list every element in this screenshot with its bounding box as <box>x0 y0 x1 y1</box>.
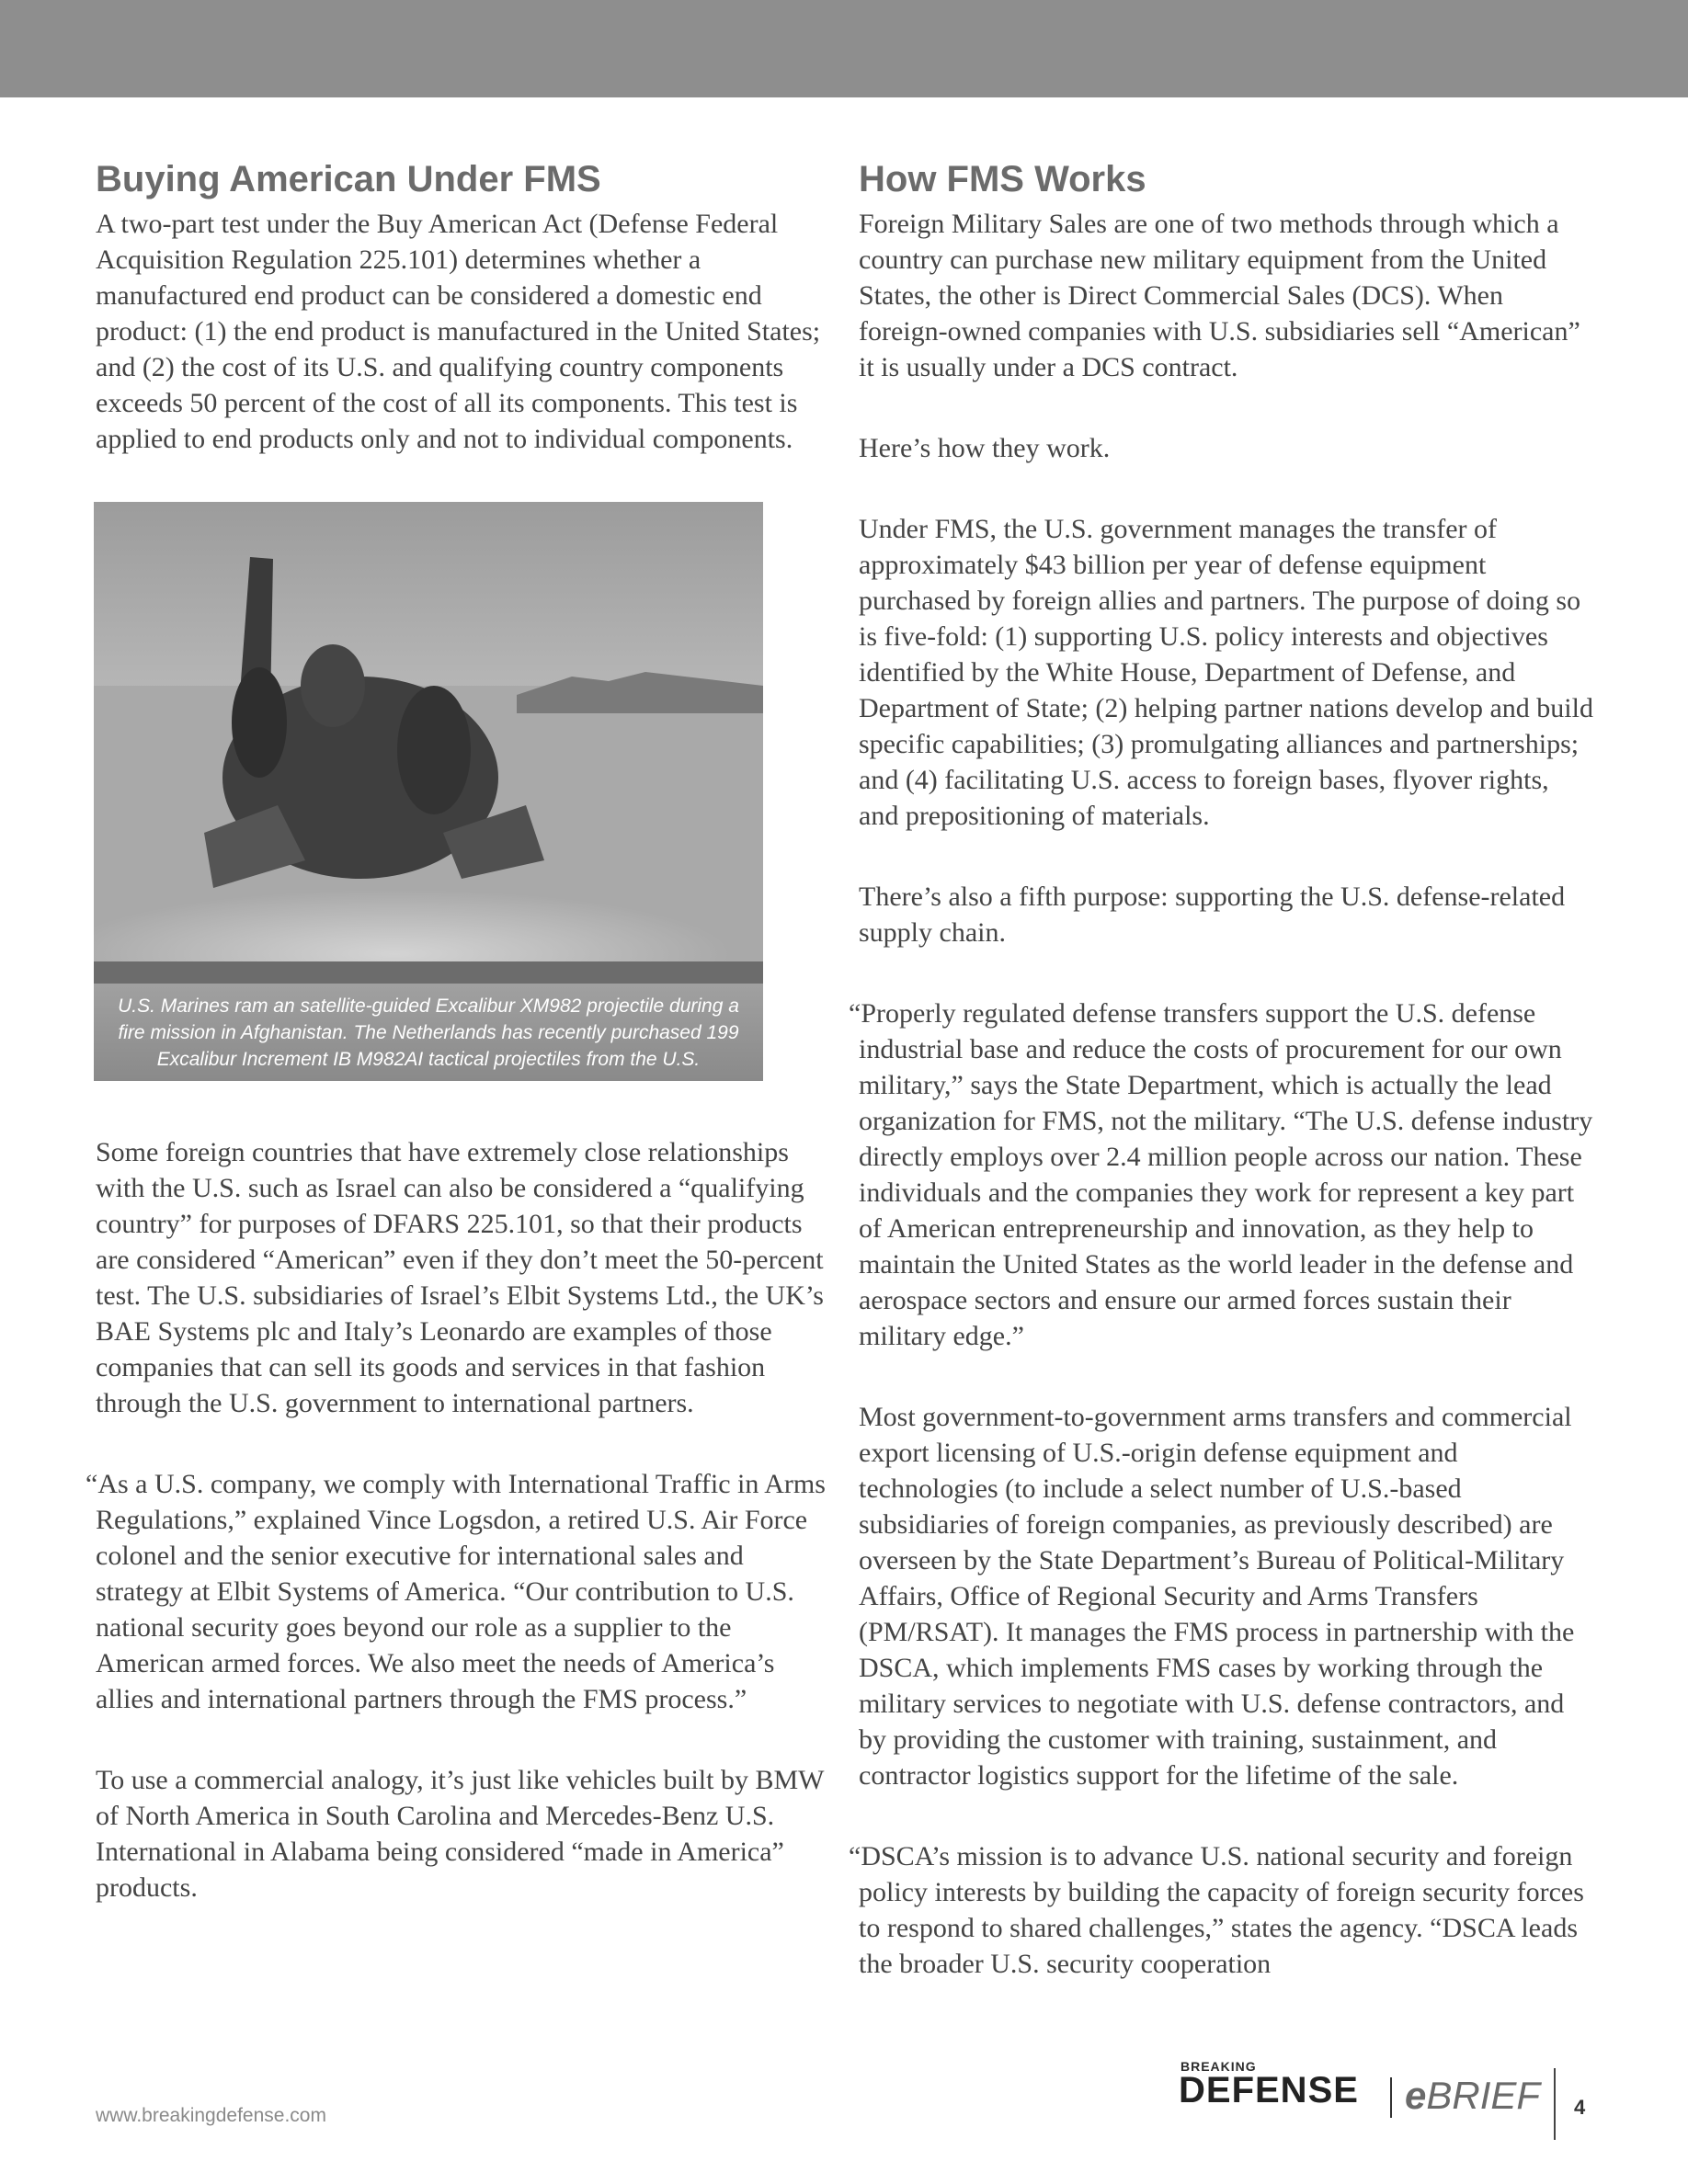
top-banner <box>0 0 1688 97</box>
page-number-divider <box>1554 2068 1556 2140</box>
left-column <box>86 156 831 1951</box>
breaking-defense-ebrief-logo <box>1179 2057 1541 2121</box>
paragraph-quote: “Properly regulated defense transfers support the U.S. defense industrial base and reduce the costs of procurement for our own military,” says the State Department, which is actually the lead organization for FMS, not the military. “The U.S. defense industry directly employs over 2.4 million people across our nation. These individuals and the companies they work for represent a key part of American entrepreneurship and innovation, as they help to maintain the United States as the world leader in the defense and aerospace sectors and ensure our armed forces sustain their military edge.” <box>849 998 1593 1351</box>
paragraph: Here’s how they work. <box>859 433 1111 463</box>
paragraph-quote: “DSCA’s mission is to advance U.S. national security and foreign policy interests by building the capacity of foreign security forces to respond to shared challenges,” states the agency. “DSCA leads the broader U.S. security cooperation <box>849 1841 1584 1979</box>
logo-breaking-text: BREAKING <box>1180 2059 1257 2074</box>
right-column <box>849 156 1594 2027</box>
photo-marines-howitzer <box>94 502 763 1081</box>
paragraph: To use a commercial analogy, it’s just like vehicles built by BMW of North America in South Carolina and Mercedes-Benz U.S. International in Alabama being considered “made in America” products. <box>96 1765 824 1903</box>
paragraph: A two-part test under the Buy American Act (Defense Federal Acquisition Regulation 225.101) determines whether a manufactured end product can be considered a domestic end product: (1) the end product is manufactured in the United States; and (2) the cost of its U.S. and qualifying country components exceeds 50 percent of the cost of all its components. This test is applied to end products only and not to individual components. <box>96 209 821 454</box>
paragraph: Some foreign countries that have extremely close relationships with the U.S. such as Israel can also be considered a “qualifying country” for purposes of DFARS 225.101, so that their products are considered “American” even if they don’t meet the 50-percent test. The U.S. subsidiaries of Israel’s Elbit Systems Ltd., the UK’s BAE Systems plc and Italy’s Leonardo are examples of those companies that can sell its goods and services in that fashion through the U.S. government to international partners. <box>96 1137 824 1418</box>
footer-website-link[interactable]: www.breakingdefense.com <box>96 2105 326 2126</box>
logo-divider <box>1390 2077 1392 2118</box>
section-heading-buying-american: Buying American Under FMS <box>96 159 601 199</box>
paragraph: Under FMS, the U.S. government manages the transfer of approximately $43 billion per year of defense equipment purchased by foreign allies and partners. The purpose of doing so is five-fold: (1) supporting U.S. policy interests and objectives identified by the White House, Department of Defense, and Department of State; (2) helping partner nations develop and build specific capabilities; (3) promulgating alliances and partnerships; and (4) facilitating U.S. access to foreign bases, flyover rights, and prepositioning of materials. <box>859 514 1593 831</box>
photo-caption: U.S. Marines ram an satellite-guided Excalibur XM982 projectile during a fire mission in Afghanistan. The Netherlands has recently purchased 199 Excalibur Increment IB M982AI tactical projectiles from the U.S. <box>118 995 739 1070</box>
section-heading-how-fms-works: How FMS Works <box>859 159 1146 199</box>
page-number: 4 <box>1574 2096 1586 2119</box>
paragraph: Foreign Military Sales are one of two methods through which a country can purchase new military equipment from the United States, the other is Direct Commercial Sales (DCS). When foreign-owned companies with U.S. subsidiaries sell “American” it is usually under a DCS contract. <box>859 209 1580 382</box>
logo-defense-text: DEFENSE <box>1179 2070 1359 2110</box>
paragraph: Most government-to-government arms transfers and commercial export licensing of U.S.-origin defense equipment and technologies (to include a select number of U.S.-based subsidiaries of foreign companies, as previously described) are overseen by the State Department’s Bureau of Political-Military Affairs, Office of Regional Security and Arms Transfers (PM/RSAT). It manages the FMS process in partnership with the DSCA, which implements FMS cases by working through the military services to negotiate with U.S. defense contractors, and by providing the customer with training, sustainment, and contractor logistics support for the lifetime of the sale. <box>859 1402 1575 1791</box>
logo-ebrief-text: eBRIEF <box>1405 2074 1541 2117</box>
paragraph-quote: “As a U.S. company, we comply with International Traffic in Arms Regulations,” explained Vince Logsdon, a retired U.S. Air Force colonel and the senior executive for international sales and strategy at Elbit Systems of America. “Our contribution to U.S. national security goes beyond our role as a supplier to the American armed forces. We also meet the needs of America’s allies and international partners through the FMS process.” <box>86 1469 826 1714</box>
paragraph: There’s also a fifth purpose: supporting the U.S. defense-related supply chain. <box>859 882 1566 948</box>
